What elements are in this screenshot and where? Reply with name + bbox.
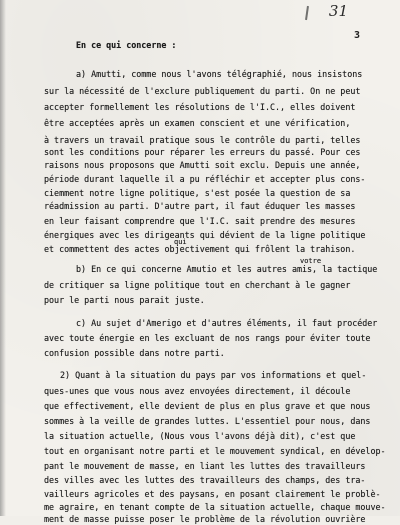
text-line: sur la nécessité de l'exclure publiquement du parti. On ne peut: [44, 86, 361, 96]
text-line: raisons nous proposons que Amutti soit exclu. Depuis une année,: [44, 160, 361, 170]
pen-mark: [305, 6, 309, 20]
scan-edge-shadow: [0, 0, 6, 516]
text-line: que effectivement, elle devient de plus en plus grave et que nous: [44, 401, 371, 411]
text-line: sont les conditions pour réparer les erreurs du passé. Pour ces: [44, 147, 361, 157]
text-line: ciemment notre ligne politique, s'est posée la question de sa: [44, 188, 351, 198]
text-line: la situation actuelle, (Nous vous l'avons déjà dit), c'est que: [44, 431, 356, 441]
text-line: confusion possible dans notre parti.: [44, 348, 225, 358]
text-line: à travers un travail pratique sous le contrôle du parti, telles: [44, 135, 361, 145]
text-line: vailleurs agricoles et des paysans, en posant clairement le problè-: [44, 489, 381, 499]
text-line: a) Amutti, comme nous l'avons télégraphié, nous insistons: [76, 69, 363, 79]
text-line: b) En ce qui concerne Amutio et les autres amis, la tactique: [76, 264, 378, 274]
text-line: et commettent des actes objectivement qui frôlent la trahison.: [44, 244, 356, 254]
page-number: 3: [353, 30, 360, 41]
text-line: me agraire, en tenant compte de la situation actuelle, chaque mouve-: [44, 502, 386, 512]
interlinear-insertion: votre: [300, 257, 322, 265]
text-line: sommes à la veille de grandes luttes. L'essentiel pour nous, dans: [44, 416, 371, 426]
section-heading: En ce qui concerne :: [76, 40, 177, 50]
text-line: tout en organisant notre parti et le mouvement syndical, en dévelop-: [44, 446, 386, 456]
text-line: pant le mouvement de masse, en liant les luttes des travailleurs: [44, 461, 366, 471]
text-line: ques-unes que vous nous avez envoyées directement, il découle: [44, 386, 351, 396]
text-line: 2) Quant à la situation du pays par vos informations et quel-: [60, 370, 367, 380]
text-line: accepter formellement les résolutions de l'I.C., elles doivent: [44, 102, 356, 112]
text-line: en leur faisant comprendre que l'I.C. sait prendre des mesures: [44, 216, 356, 226]
text-line: énergiques avec les dirigeants qui dévient de la ligne politique: [44, 230, 366, 240]
text-line: période durant laquelle il a pu réfléchir et accepter plus cons-: [44, 174, 366, 184]
text-line: avec toute énergie en les excluant de nos rangs pour éviter toute: [44, 333, 371, 343]
interlinear-insertion: qui: [174, 238, 187, 246]
text-line: ment de masse puisse poser le problème de la révolution ouvrière: [44, 514, 366, 524]
text-line: réadmission au parti. D'autre part, il faut éduquer les masses: [44, 201, 356, 211]
folio-number: 31: [328, 2, 348, 20]
text-line: c) Au sujet d'Amerigo et d'autres éléments, il faut procéder: [76, 318, 378, 328]
text-line: des villes avec les luttes des travailleurs des champs, des tra-: [44, 475, 366, 485]
text-line: de critiquer sa ligne politique tout en cherchant à le gagner: [44, 280, 351, 290]
text-line: pour le parti nous parait juste.: [44, 295, 205, 305]
text-line: être acceptées après un examen conscient et une vérification,: [44, 118, 351, 128]
